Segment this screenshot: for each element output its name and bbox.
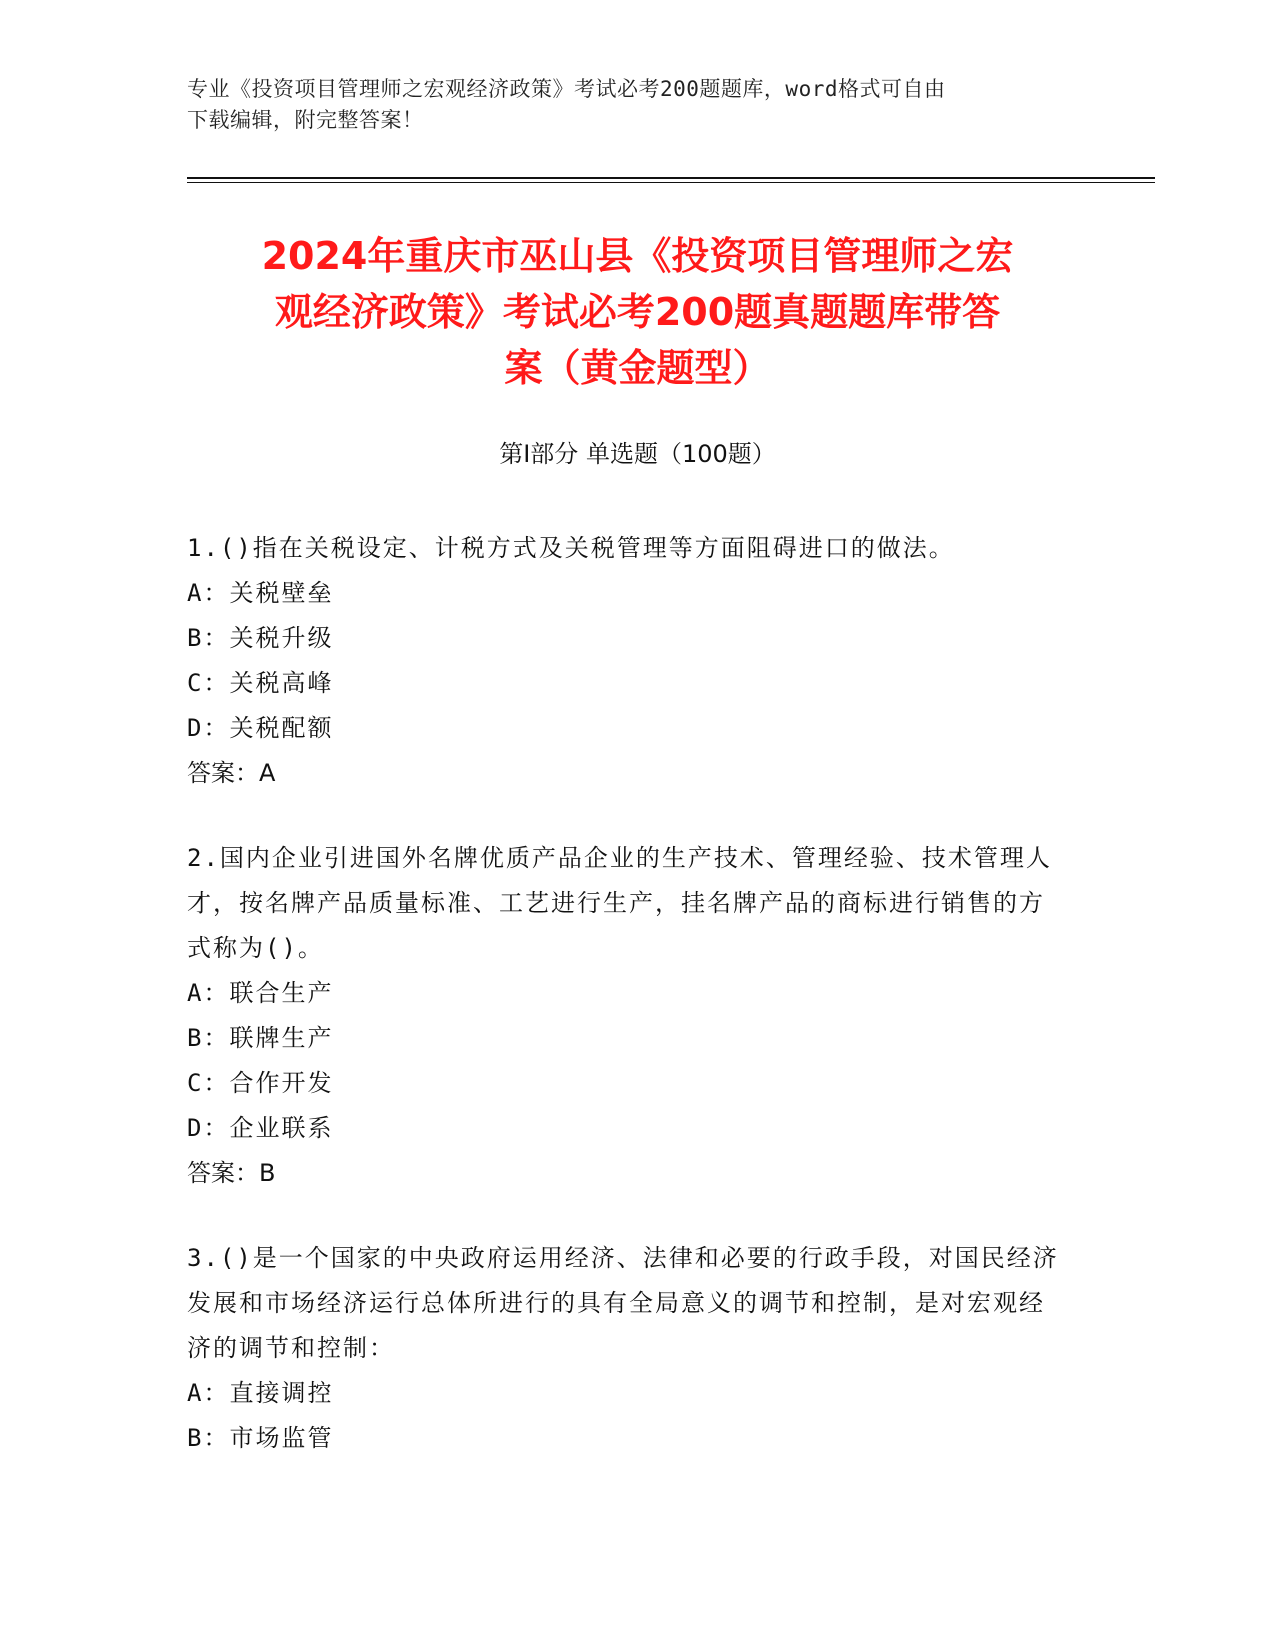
option-a: A：联合生产: [187, 979, 334, 1007]
header-note: [187, 74, 1067, 136]
option-d: D：关税配额: [187, 714, 334, 742]
question-stem: 1.()指在关税设定、计税方式及关税管理等方面阻碍进口的做法。: [187, 534, 955, 562]
question-3: [187, 1236, 1067, 1461]
question-stem: 3.()是一个国家的中央政府运用经济、法律和必要的行政手段，对国民经济发展和市场经济运行总体所进行的具有全局意义的调节和控制，是对宏观经济的调节和控制：: [187, 1244, 1059, 1362]
document-title-line-3: 案（黄金题型）: [504, 346, 771, 390]
option-b: B：市场监管: [187, 1424, 334, 1452]
option-d: D：企业联系: [187, 1114, 334, 1142]
option-c: C：合作开发: [187, 1069, 334, 1097]
question-stem: 2.国内企业引进国外名牌优质产品企业的生产技术、管理经验、技术管理人才，按名牌产品质量标准、工艺进行生产，挂名牌产品的商标进行销售的方式称为()。: [187, 844, 1052, 962]
header-note-line-2: 下载编辑，附完整答案！: [187, 108, 424, 132]
document-title-line-1: 2024年重庆市巫山县《投资项目管理师之宏: [261, 234, 1014, 278]
section-title: 第Ⅰ部分 单选题（100题）: [499, 440, 776, 468]
option-c: C：关税高峰: [187, 669, 334, 697]
option-a: A：关税壁垒: [187, 579, 334, 607]
answer: 答案：B: [187, 1159, 276, 1187]
option-b: B：联牌生产: [187, 1024, 334, 1052]
question-list: [187, 526, 1067, 1501]
header-divider-thin: [187, 182, 1155, 183]
question-2: [187, 836, 1067, 1196]
header-note-line-1: 专业《投资项目管理师之宏观经济政策》考试必考200题题库，word格式可自由: [187, 77, 946, 101]
header-divider-thick: [187, 177, 1155, 179]
option-a: A：直接调控: [187, 1379, 334, 1407]
option-b: B：关税升级: [187, 624, 334, 652]
document-title-line-2: 观经济政策》考试必考200题真题题库带答: [274, 290, 1001, 334]
document-title: [160, 228, 1115, 396]
answer: 答案：A: [187, 759, 276, 787]
question-1: [187, 526, 1067, 796]
